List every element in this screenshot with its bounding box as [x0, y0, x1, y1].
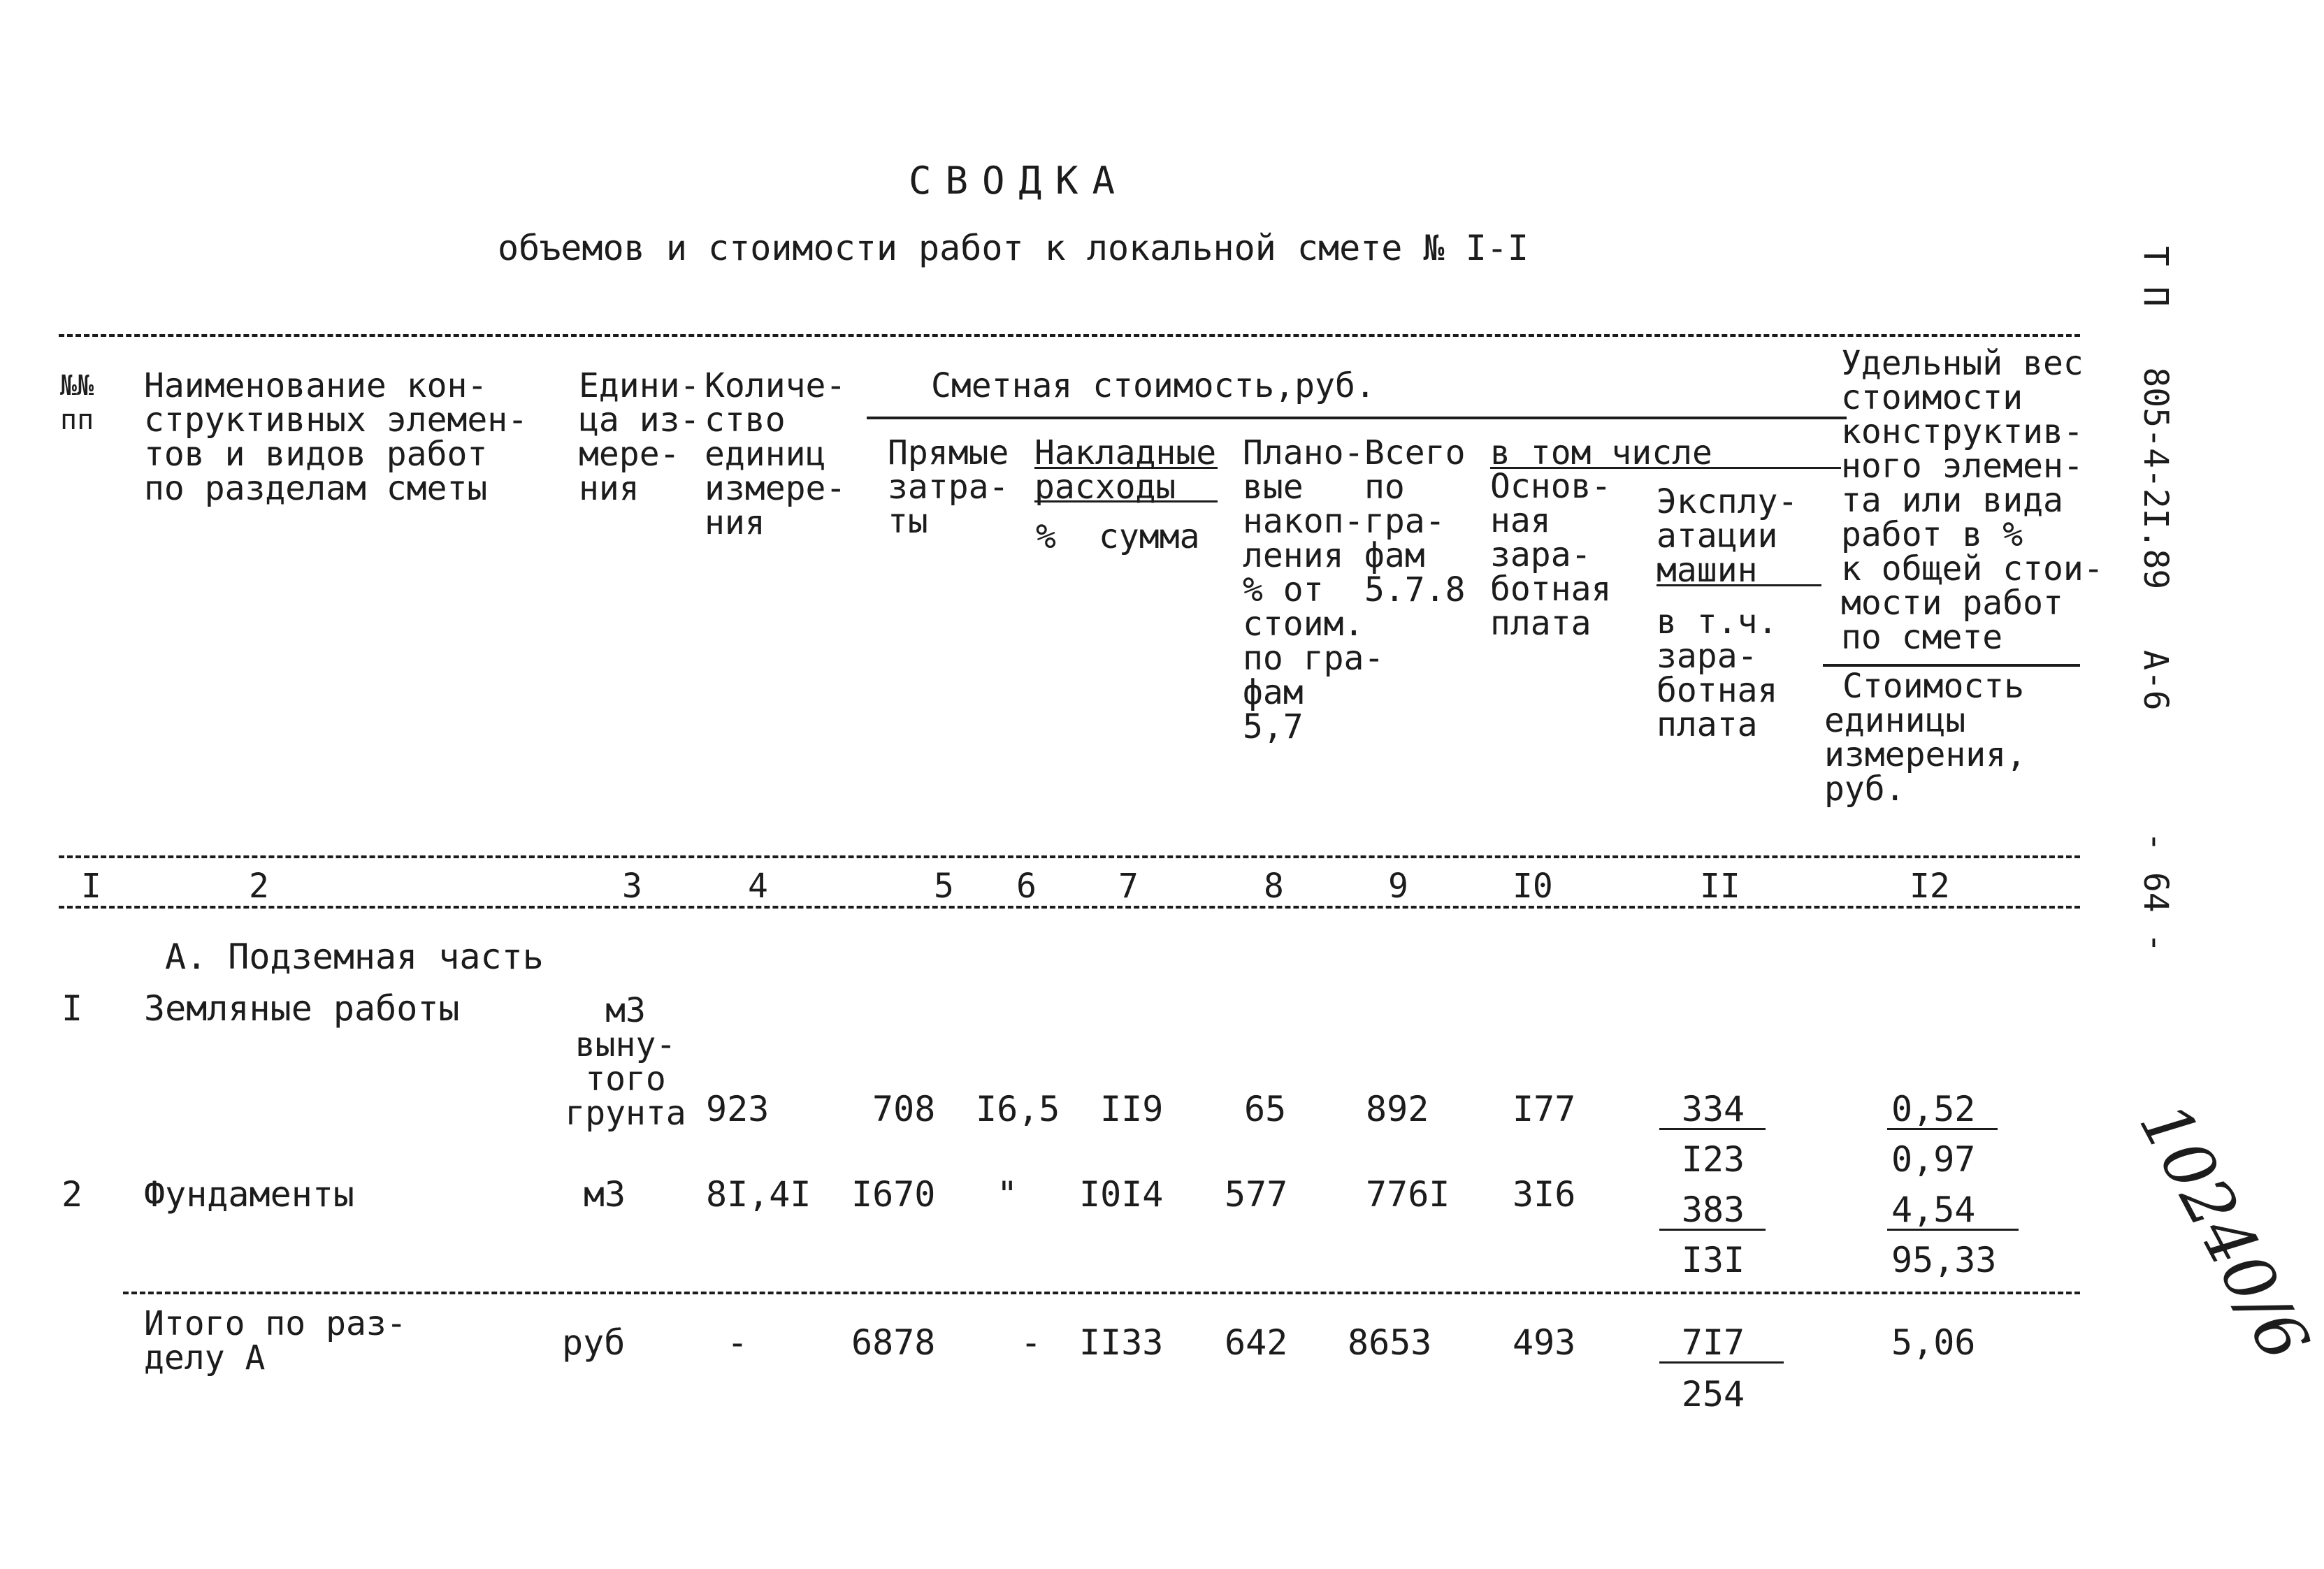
- document-title: СВОДКА: [909, 159, 1129, 203]
- header-col-name: Наименование кон- структивных элемен- тов и видов работ по разделам сметы: [144, 366, 528, 508]
- header-col-planned-savings: Плано- вые накоп- ления % от стоим. по гра- фам 5,7: [1243, 433, 1385, 746]
- total-row-planned: 642: [1225, 1322, 1288, 1363]
- row-1-direct: 708: [872, 1089, 936, 1129]
- header-col-unit: Едини- ца из- мере- ния: [579, 366, 700, 508]
- column-number-4: 4: [748, 867, 768, 906]
- row-2-quantity: 8I,4I: [706, 1174, 811, 1215]
- header-overhead-group: Накладные расходы: [1034, 433, 1217, 507]
- total-row-total: 8653: [1348, 1322, 1432, 1363]
- row-2-machine-wage: I3I: [1681, 1240, 1745, 1280]
- row-2-overhead-sum: I0I4: [1079, 1174, 1164, 1215]
- row-2-total: 776I: [1366, 1174, 1450, 1215]
- total-row-machine-wage: 254: [1681, 1374, 1745, 1415]
- total-row-machine: 7I7: [1681, 1322, 1745, 1363]
- header-including: в том числе: [1490, 433, 1712, 472]
- column-number-12: I2: [1910, 867, 1950, 906]
- total-row-share: 5,06: [1891, 1322, 1976, 1363]
- header-col-quantity: Количе- ство единиц измере- ния: [705, 366, 846, 542]
- row-1-base-wage: I77: [1513, 1089, 1576, 1129]
- section-title: А. Подземная часть: [165, 937, 544, 977]
- total-rule: [123, 1292, 2080, 1294]
- header-col-overhead-sum: сумма: [1099, 517, 1200, 556]
- row-2-machine: 383: [1681, 1190, 1745, 1230]
- row-1-share-underline: [1887, 1128, 1998, 1130]
- row-2-share: 4,54: [1891, 1190, 1976, 1230]
- column-number-2: 2: [249, 867, 269, 906]
- row-2-base-wage: 3I6: [1513, 1174, 1576, 1215]
- row-1-share: 0,52: [1891, 1089, 1976, 1129]
- column-number-7: 7: [1118, 867, 1139, 906]
- side-document-code: Т П 805-4-2I.89 А-6 - 64 -: [2136, 246, 2175, 953]
- header-col-direct-costs: Прямые затра- ты: [888, 433, 1009, 541]
- total-row-quantity: -: [727, 1322, 749, 1363]
- row-1-machine-wage: I23: [1681, 1139, 1745, 1180]
- total-row-overhead-percent: -: [1020, 1322, 1042, 1363]
- header-top-rule: [59, 334, 2080, 337]
- row-1-total: 892: [1366, 1089, 1429, 1129]
- row-2-direct: I670: [851, 1174, 936, 1215]
- total-row-name: Итого по раз- делу А: [144, 1304, 407, 1378]
- numbers-bottom-rule: [59, 906, 2080, 909]
- numbers-top-rule: [59, 855, 2080, 858]
- machine-underline: [1657, 584, 1821, 586]
- column-number-5: 5: [934, 867, 954, 906]
- header-col-share: Удельный вес стоимости конструктив- ного элемен- та или вида работ в % к общей стои- мости работ по смете: [1841, 344, 2104, 657]
- header-col-machine-operation: Эксплу- атации машин: [1657, 482, 1798, 590]
- column-number-1: I: [81, 867, 101, 906]
- header-col-overhead-percent: %: [1036, 517, 1056, 556]
- row-1-unit-cost: 0,97: [1891, 1139, 1976, 1180]
- column-number-9: 9: [1388, 867, 1408, 906]
- row-2-unit: м3: [583, 1174, 626, 1215]
- row-2-unit-cost: 95,33: [1891, 1240, 1997, 1280]
- row-1-overhead-sum: II9: [1100, 1089, 1164, 1129]
- row-2-overhead-percent: ": [997, 1174, 1018, 1215]
- row-1-overhead-percent: I6,5: [976, 1089, 1060, 1129]
- row-2-planned: 577: [1225, 1174, 1288, 1215]
- column-number-6: 6: [1016, 867, 1037, 906]
- column-number-3: 3: [622, 867, 642, 906]
- row-1-machine-underline: [1659, 1128, 1766, 1130]
- overhead-underline-1: [1034, 467, 1218, 469]
- overhead-underline-2: [1034, 500, 1218, 502]
- header-col-total: Всего по гра- фам 5.7.8: [1364, 433, 1466, 609]
- column-number-11: II: [1700, 867, 1740, 906]
- total-row-direct: 6878: [851, 1322, 936, 1363]
- handwritten-inventory-number: 10240/6: [2124, 1090, 2324, 1373]
- header-col-base-wage: Основ- ная зара- ботная плата: [1490, 467, 1612, 643]
- header-col-number: №№ пп: [60, 370, 94, 436]
- row-1-unit: м3 выну- того грунта: [565, 991, 686, 1133]
- header-col-machine-wage: в т.ч. зара- ботная плата: [1657, 602, 1778, 744]
- row-1-machine: 334: [1681, 1089, 1745, 1129]
- row-1-name: Земляные работы: [144, 988, 460, 1029]
- header-col-unit-cost: Стоимость единицы измерения, руб.: [1824, 667, 2026, 809]
- total-row-unit: руб: [562, 1322, 626, 1363]
- row-2-machine-underline: [1659, 1229, 1766, 1231]
- total-row-overhead-sum: II33: [1079, 1322, 1164, 1363]
- row-2-number: 2: [62, 1174, 83, 1215]
- row-2-share-underline: [1887, 1229, 2019, 1231]
- total-row-base-wage: 493: [1513, 1322, 1576, 1363]
- row-1-quantity: 923: [706, 1089, 770, 1129]
- row-2-name: Фундаменты: [144, 1174, 355, 1215]
- column-number-10: I0: [1513, 867, 1553, 906]
- header-cost-group: Сметная стоимость,руб.: [931, 366, 1376, 405]
- cost-group-rule: [867, 417, 1847, 419]
- total-row-machine-underline: [1659, 1361, 1784, 1364]
- row-1-planned: 65: [1244, 1089, 1287, 1129]
- row-1-number: I: [62, 988, 83, 1029]
- document-subtitle: объемов и стоимости работ к локальной смете № I-I: [498, 228, 1529, 268]
- column-number-8: 8: [1264, 867, 1284, 906]
